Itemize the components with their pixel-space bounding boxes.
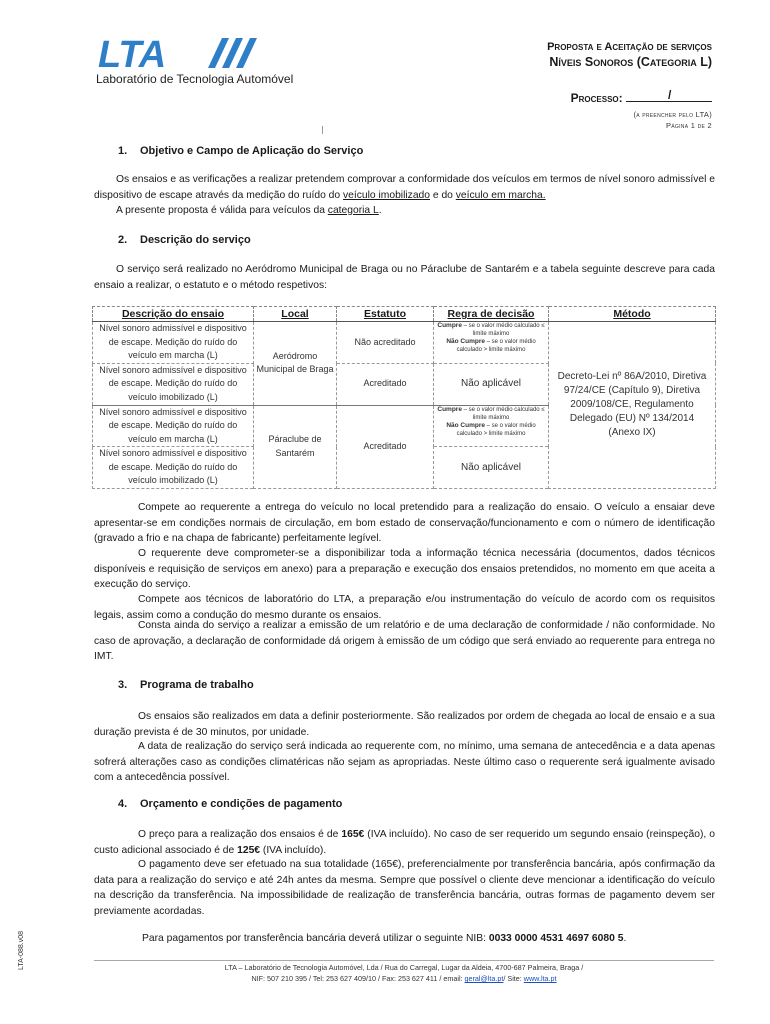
section-number: 2. [118,234,128,246]
section-title: Programa de trabalho [140,679,254,691]
rule-label: Não Cumpre [446,338,485,345]
section-title: Descrição do serviço [140,234,251,246]
paragraph [94,500,715,547]
section-4-heading [118,798,342,810]
rule-detail: – se o valor médio calculado > limite máximo [456,422,536,437]
section-3-paragraph-1 [94,709,715,740]
section-2-heading [118,234,251,246]
section-number: 4. [118,798,128,810]
text: (IVA incluído). No caso de ser requerido um segundo ensaio (reinspeção), o custo adicional associado é de [94,829,715,856]
table-row [93,322,716,364]
text: O pagamento deve ser efetuado na sua totalidade (165€), preferencialmente por transferência bancária, após confirmação da data para a realização do serviço e até 24h antes da mesma. Sempre que possível o cliente deve mencionar a identificação do veículo na descrição da transferência. Na impossibilidade de realização de transferência bancária, outras formas de pagamento devem ser previamente acordadas. [94,859,715,917]
cell-estatuto: Não acreditado [337,322,434,364]
text: O serviço será realizado no Aeródromo Municipal de Braga ou no Páraclube de Santarém e a tabela seguinte descreve para cada ensaio a realizar, o estatuto e o método respetivos: [94,264,715,291]
rule-text [436,338,546,354]
section-title: Objetivo e Campo de Aplicação do Serviço [140,145,364,157]
rule-detail: – se o valor médio calculado ≤ limite máximo [461,323,545,337]
processo-label: Processo: [570,91,623,105]
cell-estatuto: Acreditado [337,405,434,489]
text: . [623,933,627,944]
section-1-paragraph-2 [94,203,715,219]
title-line-2: Níveis Sonoros (Categoria L) [549,55,712,69]
cell-rule: Não aplicável [434,363,549,405]
text: Consta ainda do serviço a realizar a emissão de um relatório e de uma declaração de conformidade / não conformidade. No caso de aprovação, a declaração de conformidade dá origem à emissão de um código que será enviado ao requerente para entrega no IMT. [94,620,715,662]
title-line-1: Proposta e Aceitação de serviços [547,41,712,53]
rule-detail: – se o valor médio calculado ≤ limite máximo [461,406,545,421]
section-title: Orçamento e condições de pagamento [140,798,343,810]
rule-label: Não Cumpre [446,421,485,429]
cell-description: Nível sonoro admissível e dispositivo de escape. Medição do ruído do veículo em marcha (L) [93,322,254,364]
document-code: LTA-088.v08 [18,930,25,970]
rule-text [436,422,546,438]
text: e do [430,189,456,201]
lta-logo-graphic [98,34,268,74]
processo-separator: / [668,88,672,102]
price: 125€ [237,844,261,856]
section-number: 1. [118,145,128,157]
underlined-text: categoria L [327,205,379,216]
column-header: Método [549,307,716,322]
page-number: Página 1 de 2 [665,121,712,130]
document-title [547,40,712,70]
cell-estatuto: Acreditado [337,363,434,405]
section-number: 3. [118,679,128,691]
divider [322,126,323,134]
cell-metodo: Decreto-Lei nº 86A/2010, Diretiva 97/24/CE (Capítulo 9), Diretiva 2009/108/CE, Regulamento Delegado (EU) Nº 134/2014 (Anexo IX) [549,322,716,489]
column-header: Regra de decisão [434,307,549,322]
underlined-text: veículo imobilizado [343,189,430,201]
rule-text [436,406,546,422]
section-2-paragraph [94,262,715,293]
processo-blank [626,90,712,102]
rule-label: Cumpre [437,322,462,329]
cell-description: Nível sonoro admissível e dispositivo de escape. Medição do ruído do veículo imobilizado (L) [93,447,254,489]
section-3-heading [118,679,254,691]
website-link[interactable]: www.lta.pt [523,974,557,983]
footer-divider [94,960,714,961]
logo-text: LTA [98,34,167,74]
section-4-paragraph-2 [94,857,715,919]
text: O requerente deve comprometer-se a disponibilizar toda a informação técnica necessária (documentos, dados técnicos disponíveis e requisição de serviços em anexo) para a preparação e execução dos ensaios pretendidos, no momento em que aceita a execução do serviço. [94,548,715,590]
rule-label: Cumpre [437,405,462,413]
text: A data de realização do serviço será indicada ao requerente com, no mínimo, uma semana de antecedência e a data apenas sofrerá alterações caso as condições climatéricas não sejam as apropriadas. Neste último caso o requerente será igualmente avisado com a antecedência possível. [94,741,715,783]
nib-number: 0033 0000 4531 4697 6080 5 [488,933,624,944]
text: Para pagamentos por transferência bancária deverá utilizar o seguinte NIB: [142,933,489,944]
cell-local: Páraclube de Santarém [254,405,337,489]
cell-local: Aeródromo Municipal de Braga [254,322,337,406]
services-table [92,306,716,489]
text: Os ensaios e as verificações a realizar pretendem comprovar a conformidade dos veículos em termos de nível sonoro admissível e dispositivo de escape através da medição do ruído do [94,174,715,201]
underlined-text: veículo em marcha. [455,189,546,201]
lab-name: Laboratório de Tecnologia Automóvel [96,72,294,86]
email-link[interactable]: geral@lta.pt [464,974,504,983]
text: NIF: 507 210 395 / Tel: 253 627 409/10 / Fax: 253 627 411 / email: [251,974,465,983]
section-1-paragraph-1 [94,172,715,203]
column-header: Estatuto [337,307,434,322]
price: 165€ [341,829,365,840]
paragraph [94,546,715,593]
paragraph [94,618,715,665]
cell-description: Nível sonoro admissível e dispositivo de escape. Medição do ruído do veículo em marcha (L) [93,405,254,447]
text: A presente proposta é válida para veículos da [116,205,328,216]
lta-logo [98,34,268,74]
section-4-paragraph-1 [94,827,715,858]
processo-field [571,90,712,105]
fill-note: (a preencher pelo LTA) [633,110,712,119]
footer-line-2 [94,974,714,983]
text: Compete aos técnicos de laboratório do LTA, a preparação e/ou instrumentação do veículo de acordo com os requisitos legais, assim como a condução do mesmo durante os ensaios. [94,594,715,621]
column-header: Descrição do ensaio [93,307,254,322]
footer-line-1: LTA – Laboratório de Tecnologia Automóvel, Lda / Rua do Carregal, Lugar da Aldeia, 4700-687 Palmeira, Braga / [224,963,584,972]
table-header-row [93,307,716,322]
rule-text [436,322,546,338]
cell-description: Nível sonoro admissível e dispositivo de escape. Medição do ruído do veículo imobilizado (L) [93,363,254,405]
cell-rule: Não aplicável [434,447,549,489]
section-1-heading [118,145,363,157]
cell-rule [434,322,549,364]
text: . [378,205,382,216]
section-3-paragraph-2 [94,739,715,786]
column-header: Local [254,307,337,322]
text: (IVA incluído). [260,844,327,856]
cell-rule [434,405,549,447]
text: Compete ao requerente a entrega do veículo no local pretendido para a realização do ensaio. O veículo a ensaiar deve apresentar-se em condições normais de circulação, em bom estado de conservação/funcionamento e com o número de identificação (gravado a frio e na chapa de fabricante) perfeitamente legível. [94,502,715,544]
rule-detail: – se o valor médio calculado > limite máximo [456,339,536,353]
text: O preço para a realização dos ensaios é de [138,829,342,840]
nib-line [94,931,715,947]
text: / Site: [503,974,524,983]
text: Os ensaios são realizados em data a definir posteriormente. São realizados por ordem de chegada ao local de ensaio e a sua duração prevista é de 30 minutos, por unidade. [94,711,715,738]
